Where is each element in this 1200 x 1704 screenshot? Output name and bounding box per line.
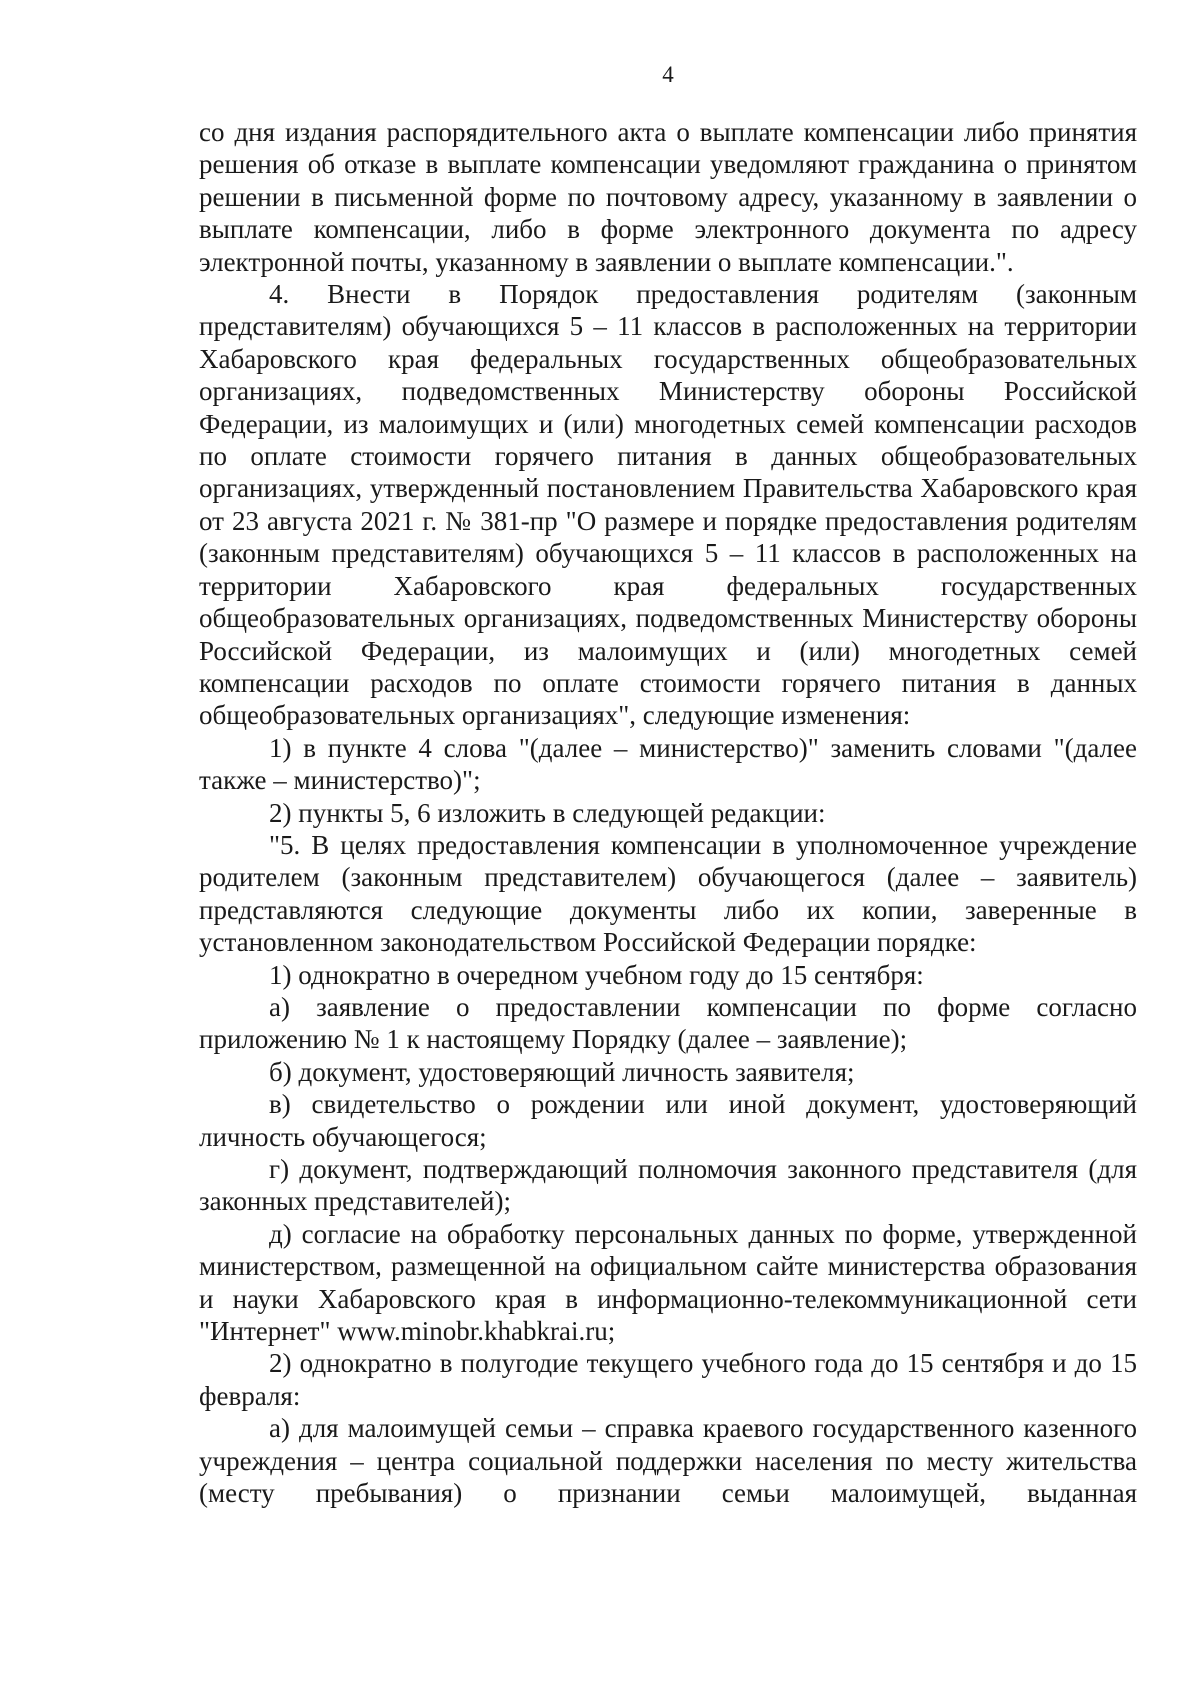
- paragraph-subitem-1: 1) в пункте 4 слова "(далее – министерство)" заменить словами "(далее также – министерство)";: [199, 732, 1137, 796]
- paragraph-point-5-1-v: в) свидетельство о рождении или иной документ, удостоверяющий личность обучающегося;: [199, 1089, 1137, 1152]
- page-number: 4: [662, 62, 674, 87]
- paragraph-point-5-1: 1) однократно в очередном учебном году до 15 сентября:: [269, 959, 924, 990]
- paragraph-point-5-1-a: а) заявление о предоставлении компенсации по форме согласно приложению № 1 к настоящему Порядку (далее – заявление);: [199, 991, 1137, 1055]
- paragraph-point-5: "5. В целях предоставления компенсации в уполномоченное учреждение родителем (законным представителем) обучающегося (далее – заявитель) представляются следующие документы либо их копии, заверенные в установленном законодательством Российской Федерации порядке:: [199, 829, 1137, 958]
- paragraph-point-5-1-d: д) согласие на обработку персональных данных по форме, утвержденной министерством, размещенной на официальном сайте министерства образования и науки Хабаровского края в информационно-телекоммуникационной сети "Интернет" www.minobr.khabkrai.ru;: [199, 1218, 1137, 1347]
- paragraph-point-5-1-g: г) документ, подтверждающий полномочия законного представителя (для законных представителей);: [199, 1154, 1137, 1217]
- document-body: [199, 116, 1137, 1509]
- paragraph-point-5-1-b: б) документ, удостоверяющий личность заявителя;: [269, 1056, 855, 1087]
- paragraph-subitem-2: 2) пункты 5, 6 изложить в следующей редакции:: [269, 797, 826, 828]
- paragraph-point-5-2: 2) однократно в полугодие текущего учебного года до 15 сентября и до 15 февраля:: [199, 1348, 1137, 1411]
- paragraph-point-5-2-a: а) для малоимущей семьи – справка краевого государственного казенного учреждения – центра социальной поддержки населения по месту жительства (месту пребывания) о признании семьи малоимущей, выданная: [199, 1413, 1137, 1509]
- paragraph-item-4: 4. Внести в Порядок предоставления родителям (законным представителям) обучающихся 5 – 11 классов в расположенных на территории Хабаровского края федеральных государственных общеобразовательных организациях, подведомственных Министерству обороны Российской Федерации, из малоимущих и (или) многодетных семей компенсации расходов по оплате стоимости горячего питания в данных общеобразовательных организациях, утвержденный постановлением Правительства Хабаровского края от 23 августа 2021 г. № 381-пр "О размере и порядке предоставления родителям (законным представителям) обучающихся 5 – 11 классов в расположенных на территории Хабаровского края федеральных государственных общеобразовательных организациях, подведомственных Министерству обороны Российской Федерации, из малоимущих и (или) многодетных семей компенсации расходов по оплате стоимости горячего питания в данных общеобразовательных организациях", следующие изменения:: [199, 279, 1137, 731]
- paragraph-continuation: со дня издания распорядительного акта о выплате компенсации либо принятия решения об отказе в выплате компенсации уведомляют гражданина о принятом решении в письменной форме по почтовому адресу, указанному в заявлении о выплате компенсации, либо в форме электронного документа по адресу электронной почты, указанному в заявлении о выплате компенсации.".: [199, 117, 1137, 277]
